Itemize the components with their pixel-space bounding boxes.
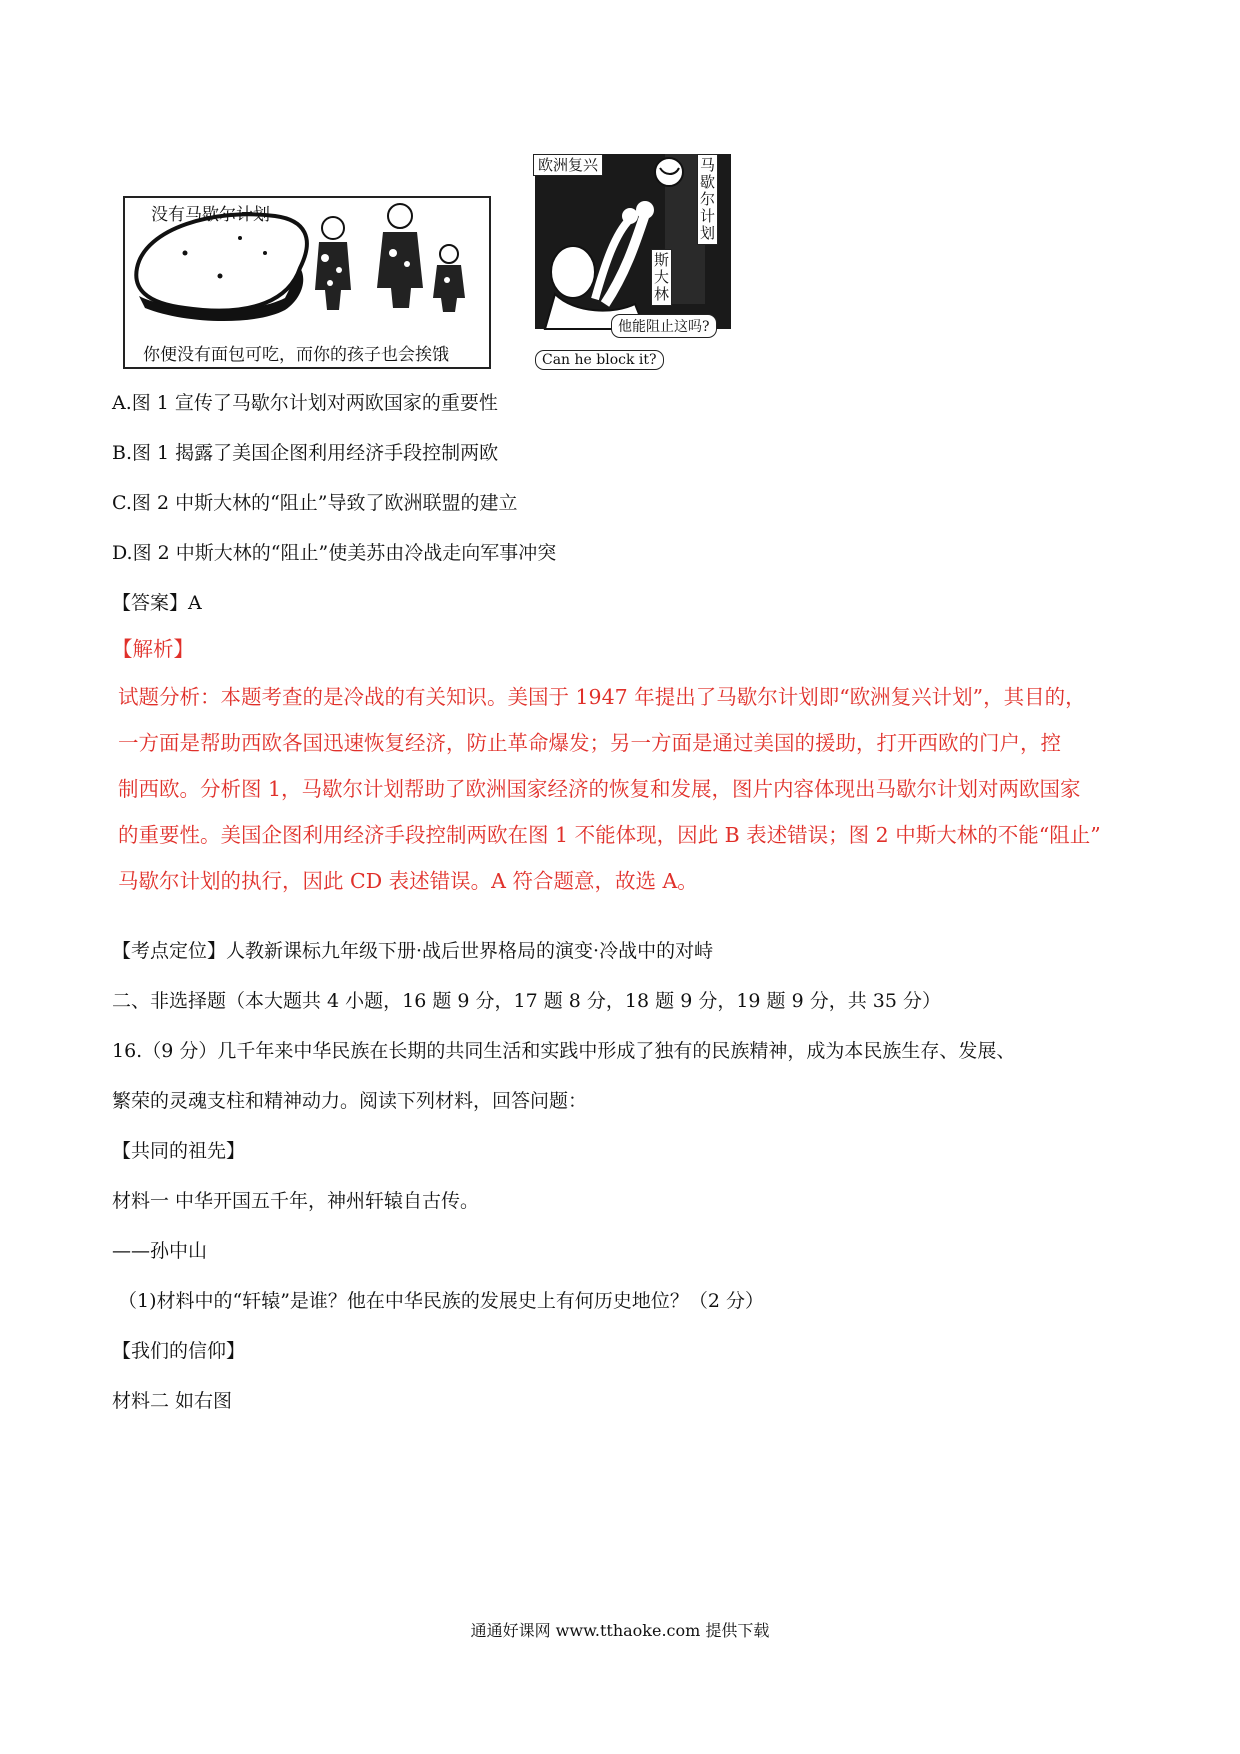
label-marshall-plan: 马歇尔计划 [697, 154, 718, 245]
option-a: A.图 1 宣传了马歇尔计划对两欧国家的重要性 [112, 392, 498, 414]
option-d: D.图 2 中斯大林的“阻止”使美苏由冷战走向军事冲突 [112, 542, 557, 564]
option-b: B.图 1 揭露了美国企图利用经济手段控制两欧 [112, 442, 499, 464]
heading-common-ancestor: 【共同的祖先】 [112, 1140, 246, 1162]
figure-1-top-caption: 没有马歇尔计划 [151, 205, 270, 225]
question-16-1: （1)材料中的“轩辕”是谁？他在中华民族的发展史上有何历史地位？（2 分） [118, 1290, 765, 1312]
figure-1-bottom-caption: 你便没有面包可吃，而你的孩子也会挨饿 [143, 345, 449, 365]
kaodian: 【考点定位】人教新课标九年级下册·战后世界格局的演变·冷战中的对峙 [112, 940, 714, 962]
analysis-line-2: 一方面是帮助西欧各国迅速恢复经济，防止革命爆发；另一方面是通过美国的援助，打开西欧的门户，控 [118, 731, 1061, 755]
label-europe-revival: 欧洲复兴 [533, 154, 603, 176]
material-1: 材料一 中华开国五千年，神州轩辕自古传。 [112, 1190, 480, 1212]
answer: 【答案】A [112, 592, 202, 614]
analysis-line-4: 的重要性。美国企图利用经济手段控制两欧在图 1 不能体现，因此 B 表述错误；图 2 中斯大林的不能“阻止” [118, 823, 1101, 847]
option-c: C.图 2 中斯大林的“阻止”导致了欧洲联盟的建立 [112, 492, 518, 514]
speech-bubble-english: Can he block it? [535, 350, 664, 370]
analysis-line-3: 制西欧。分析图 1，马歇尔计划帮助了欧洲国家经济的恢复和发展，图片内容体现出马歇尔计划对两欧国家 [118, 777, 1081, 801]
page-footer: 通通好课网 www.tthaoke.com 提供下载 [470, 1621, 770, 1640]
material-1-source: ——孙中山 [112, 1240, 208, 1262]
label-stalin: 斯大林 [651, 249, 672, 306]
figure-1-cartoon [123, 196, 491, 369]
material-2: 材料二 如右图 [112, 1390, 233, 1412]
question-16-line-2: 繁荣的灵魂支柱和精神动力。阅读下列材料，回答问题： [112, 1090, 588, 1112]
analysis-line-1: 试题分析：本题考查的是冷战的有关知识。美国于 1947 年提出了马歇尔计划即“欧洲复兴计划”，其目的， [118, 685, 1086, 709]
speech-bubble-chinese: 他能阻止这吗? [611, 314, 717, 338]
analysis-line-5: 马歇尔计划的执行，因此 CD 表述错误。A 符合题意，故选 A。 [118, 869, 698, 893]
analysis-heading: 【解析】 [112, 637, 194, 661]
heading-our-belief: 【我们的信仰】 [112, 1340, 246, 1362]
section-title: 二、非选择题（本大题共 4 小题，16 题 9 分，17 题 8 分，18 题 9 分，19 题 9 分，共 35 分） [112, 990, 941, 1012]
question-16-line-1: 16.（9 分）几千年来中华民族在长期的共同生活和实践中形成了独有的民族精神，成为本民族生存、发展、 [112, 1040, 1016, 1062]
figure-2-cartoon [535, 154, 731, 368]
